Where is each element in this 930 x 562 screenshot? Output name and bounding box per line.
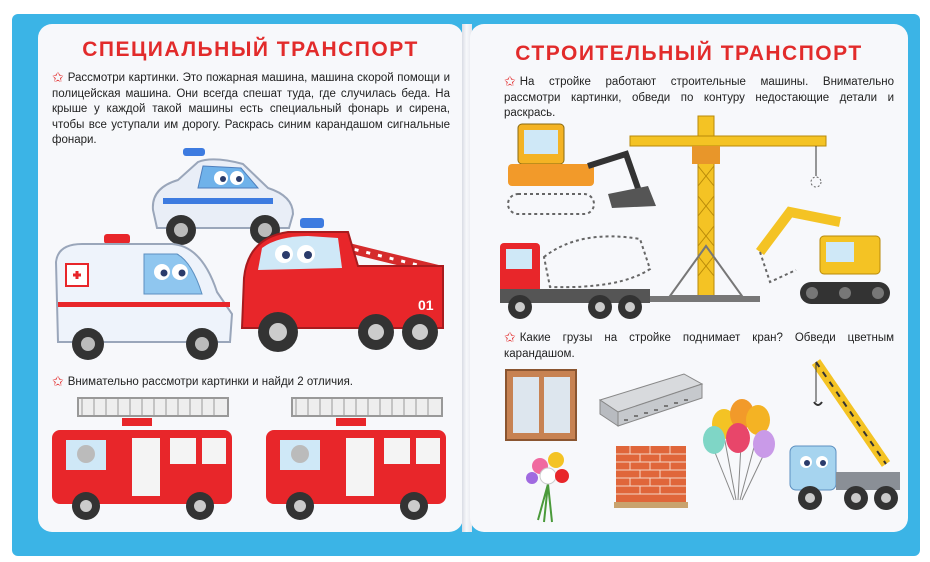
ambulance-siren-light [104, 234, 130, 244]
flower-bouquet-illustration [518, 444, 578, 524]
left-task-1-text: Рассмотри картинки. Это пожарная машина, машина скорой помощи и полицейская машина. Они всегда спешат туда, где случилась беда. На крыше у каждой такой машины есть специальный фонарь и сирена, чтобы все уступали им дорогу. Раскрась синим карандашом сигнальные фонари. [52, 72, 450, 146]
brick-pallet-illustration [614, 444, 689, 510]
ambulance-illustration [52, 232, 237, 362]
fire-truck-compare-right [266, 394, 456, 524]
concrete-slabs-illustration [594, 370, 704, 436]
left-task-1 [52, 70, 450, 149]
left-page [38, 24, 463, 532]
fire-truck-number: 01 [418, 297, 434, 313]
star-outline-icon: ✩ [52, 69, 64, 85]
excavator-illustration [740, 202, 900, 312]
right-task-2-text: Какие грузы на стройке поднимает кран? Обведи цветным карандашом. [504, 332, 894, 360]
right-task-1-text: На стройке работают строительные машины. Внимательно рассмотри картинки, обведи по контуру недостающие детали и раскрась. [504, 76, 894, 119]
balloons-illustration [702, 396, 782, 506]
fire-truck-illustration [238, 208, 448, 358]
fire-truck-siren-light [300, 218, 324, 228]
concrete-mixer-illustration [500, 229, 665, 324]
window-frame-illustration [504, 368, 579, 442]
right-page [470, 24, 908, 532]
star-outline-icon: ✩ [52, 373, 64, 389]
left-page-title: СПЕЦИАЛЬНЫЙ ТРАНСПОРТ [82, 38, 419, 61]
crane-truck-illustration [786, 354, 906, 519]
left-task-2-text: Внимательно рассмотри картинки и найди 2 отличия. [67, 376, 353, 388]
star-outline-icon: ✩ [504, 329, 516, 345]
star-outline-icon: ✩ [504, 73, 516, 89]
right-page-title: СТРОИТЕЛЬНЫЙ ТРАНСПОРТ [515, 42, 863, 65]
police-siren-light [183, 148, 205, 156]
fire-truck-compare-left [52, 394, 242, 524]
left-task-2 [52, 374, 450, 391]
